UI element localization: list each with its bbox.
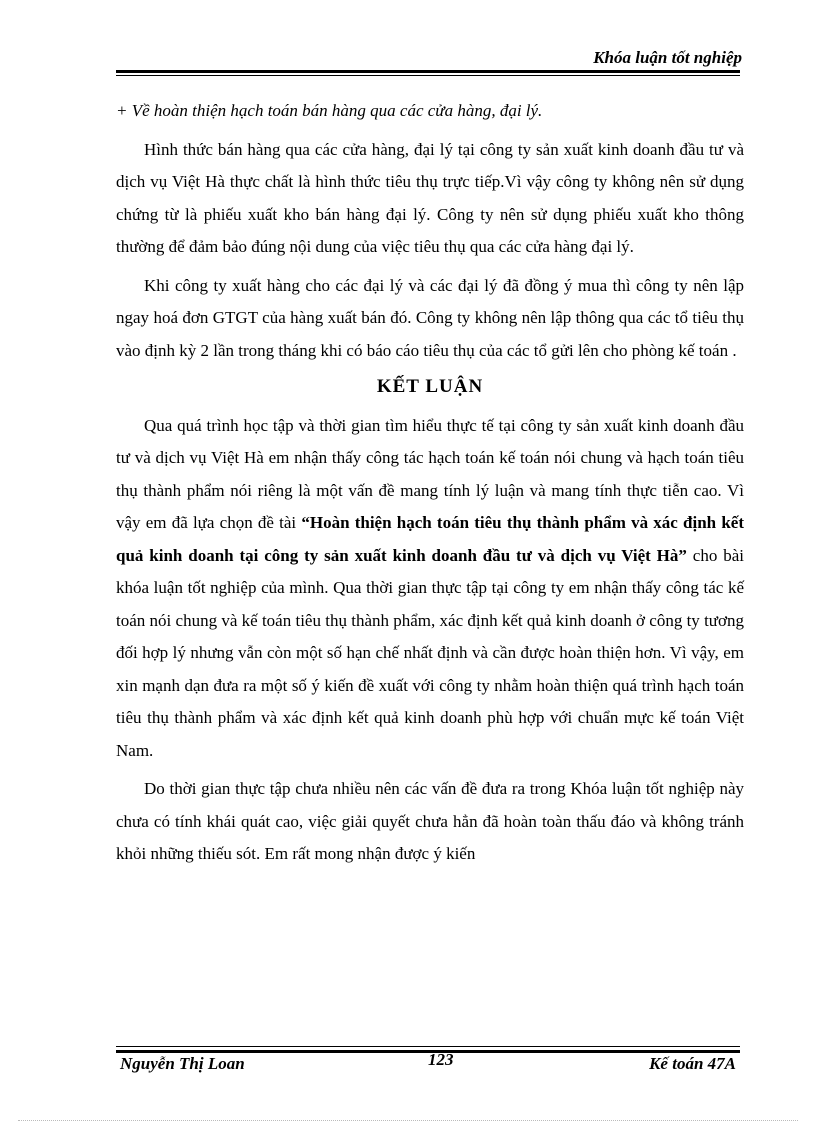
footer-class: Kế toán 47A	[649, 1054, 736, 1073]
conclusion-text-start: Qua quá trình học tập và thời gian tìm hiểu thực tế tại công ty sản xuất kinh doanh đầu tư và dịch vụ Việt Hà em nhận thấy công tác hạch toán kế toán nói chung và hạch toán tiêu thụ thành phẩm nói riêng là một vấn đề mang tính lý luận và mang tính thực tiễn cao. Vì vậy em đã lựa chọn đề tài	[116, 415, 744, 532]
page-number: 123	[428, 1050, 454, 1069]
page-content	[116, 95, 744, 871]
header-title: Khóa luận tốt nghiệp	[593, 48, 742, 67]
paragraph-limitations: Do thời gian thực tập chưa nhiều nên các vấn đề đưa ra trong Khóa luận tốt nghiệp này chưa có tính khái quát cao, việc giải quyết chưa hẳn đã hoàn toàn thấu đáo và không tránh khỏi những thiếu sót. Em rất mong nhận được ý kiến	[116, 779, 744, 863]
header-rule	[116, 70, 740, 73]
paragraph-invoice: Khi công ty xuất hàng cho các đại lý và các đại lý đã đồng ý mua thì công ty nên lập ngay hoá đơn GTGT của hàng xuất bán đó. Công ty không nên lập thông qua các tổ tiêu thụ vào định kỳ 2 lần trong tháng khi có báo cáo tiêu thụ của các tổ gửi lên cho phòng kế toán .	[116, 275, 744, 360]
paragraph-sales-channels: Hình thức bán hàng qua các cửa hàng, đại lý tại công ty sản xuất kinh doanh đầu tư và dịch vụ Việt Hà thực chất là hình thức tiêu thụ trực tiếp.Vì vậy công ty không nên sử dụng chứng từ là phiếu xuất kho bán hàng đại lý. Công ty nên sử dụng phiếu xuất kho thông thường để đảm bảo đúng nội dung của việc tiêu thụ qua các cửa hàng đại lý.	[116, 139, 744, 256]
footer-author: Nguyễn Thị Loan	[120, 1054, 245, 1073]
page-border	[18, 1120, 798, 1121]
paragraph-conclusion	[116, 410, 744, 768]
subheading: + Về hoàn thiện hạch toán bán hàng qua các cửa hàng, đại lý.	[116, 101, 543, 120]
header-rule-thin	[116, 75, 740, 76]
conclusion-text-end: cho bài khóa luận tốt nghiệp của mình. Qua thời gian thực tập tại công ty em nhận thấy công tác kế toán nói chung và kế toán tiêu thụ thành phẩm, xác định kết quả kinh doanh ở công ty tương đối hợp lý nhưng vẫn còn một số hạn chế nhất định và cần được hoàn thiện hơn. Vì vậy, em xin mạnh dạn đưa ra một số ý kiến đề xuất với công ty nhằm hoàn thiện quá trình hạch toán tiêu thụ thành phẩm và xác định kết quả kinh doanh phù hợp với chuẩn mực kế toán Việt Nam.	[116, 545, 744, 760]
section-title: KẾT LUẬN	[376, 376, 484, 397]
footer-rule-thin	[116, 1046, 740, 1047]
thesis-title: “Hoàn thiện hạch toán tiêu thụ thành phẩm và xác định kết quả kinh doanh tại công ty sản xuất kinh doanh đầu tư và dịch vụ Việt Hà”	[116, 513, 744, 565]
